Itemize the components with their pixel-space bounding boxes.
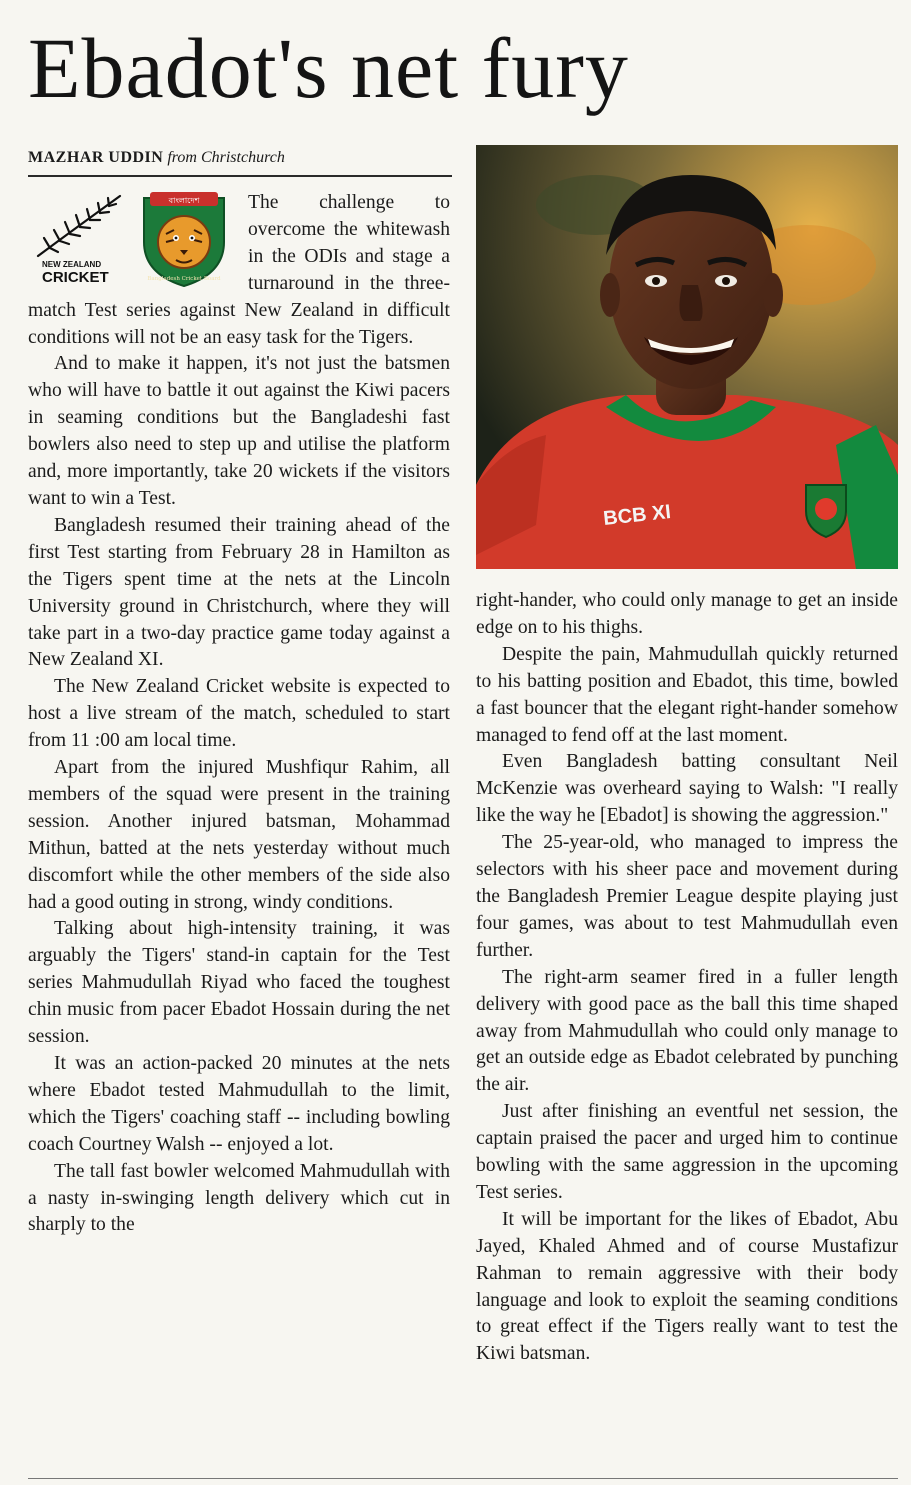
paragraph: Apart from the injured Mushfiqur Rahim, all members of the squad were present in the training session. Another injured batsman, Mohammad Mithun, batted at the nets yesterday without much discomfort while the other members of the side also had a good outing in strong, windy conditions. — [28, 757, 450, 913]
paragraph: right-hander, who could only manage to get an inside edge on to his thighs. — [476, 590, 898, 638]
nz-wordmark-small: NEW ZEALAND — [42, 260, 102, 269]
byline-location: from Christchurch — [167, 149, 285, 166]
byline-author: MAZHAR UDDIN — [28, 149, 164, 166]
paragraph: Just after finishing an eventful net session, the captain praised the pacer and urged him to continue bowling with the same aggression in the upcoming Test series. — [476, 1101, 898, 1203]
jersey-text: BCB XI — [602, 501, 672, 530]
byline — [28, 147, 452, 177]
paragraph: It will be important for the likes of Ebadot, Abu Jayed, Khaled Ahmed and of course Mustafizur Rahman to remain aggressive with their body language and look to exploit the seaming conditions to great effect if the Tigers really want to test the Kiwi batsman. — [476, 1208, 898, 1365]
article-column-left — [28, 190, 450, 1239]
paragraph: Bangladesh resumed their training ahead of the first Test starting from February 28 in Hamilton as the Tigers spent time at the nets at the Lincoln University ground in Christchurch, where they will take part in a two-day practice game today against a New Zealand XI. — [28, 514, 450, 671]
paragraph: The challenge to overcome the whitewash in the ODIs and stage a turnaround in the three-match Test series against New Zealand in difficult conditions will not be an easy task for the Tigers. — [28, 192, 450, 348]
paragraph: The New Zealand Cricket website is expected to host a live stream of the match, scheduled to start from 11 :00 am local time. — [28, 676, 450, 752]
headline: Ebadot's net fury — [28, 20, 629, 116]
paragraph: Talking about high-intensity training, it was arguably the Tigers' stand-in captain for the Test series Mahmudullah Riyad who faced the toughest chin music from pacer Ebadot Hossain during the net session. — [28, 918, 450, 1048]
bottom-rule — [28, 1478, 898, 1479]
paragraph: The tall fast bowler welcomed Mahmudullah with a nasty in-swinging length delivery which cut in sharply to the — [28, 1160, 450, 1236]
paragraph: And to make it happen, it's not just the batsmen who will have to battle it out against the Kiwi pacers in seaming conditions but the Bangladeshi fast bowlers also need to step up and utilise the platform and, more importantly, take 20 wickets if the visitors want to win a Test. — [28, 353, 450, 509]
bcb-crest-on-jersey — [806, 485, 846, 537]
bcb-bengali-label: বাংলাদেশ — [168, 196, 200, 205]
paragraph: The 25-year-old, who managed to impress the selectors with his sheer pace and movement during the Bangladesh Premier League despite playing just four games, was about to test Mahmudullah even further. — [476, 832, 898, 961]
paragraph: Despite the pain, Mahmudullah quickly returned to his batting position and Ebadot, this time, bowled a fast bouncer that the elegant right-hander somehow managed to fend off at the last moment. — [476, 643, 898, 746]
bcb-ring-label: Bangladesh Cricket Board — [147, 276, 221, 282]
paragraph: Even Bangladesh batting consultant Neil McKenzie was overheard saying to Walsh: "I really like the way he [Ebadot] is showing the aggression." — [476, 751, 898, 827]
paragraph: It was an action-packed 20 minutes at the nets where Ebadot tested Mahmudullah to the limit, which the Tigers' coaching staff -- including bowling coach Courtney Walsh -- enjoyed a lot. — [28, 1053, 450, 1155]
article-column-right — [476, 588, 898, 1368]
paragraph: The right-arm seamer fired in a fuller length delivery with good pace as the ball this time shaped away from Mahmudullah who could only manage to get an outside edge as Ebadot celebrated by punching the air. — [476, 966, 898, 1096]
player-photo — [476, 145, 898, 569]
ebadot-hossain-photo — [476, 145, 898, 569]
logo-float-space — [28, 190, 248, 294]
intro-paragraph-wrap — [28, 190, 450, 351]
nz-wordmark-big: CRICKET — [42, 269, 109, 286]
